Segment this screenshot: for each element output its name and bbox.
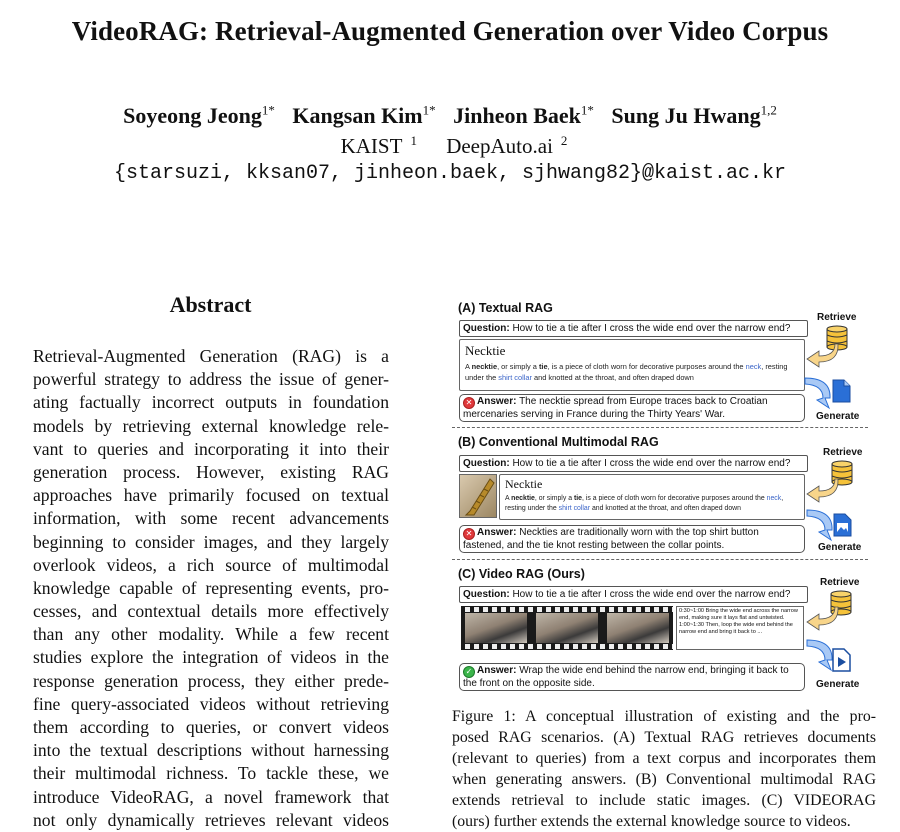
wrong-answer-icon: ✕ [463, 397, 475, 409]
section-divider [452, 427, 868, 428]
caption-line: (relevant to queries) from a text corpus and incorporates them [452, 750, 876, 767]
abstract-line: Retrieval-Augmented Generation (RAG) is a [33, 346, 389, 366]
author: Kangsan Kim$^{1*}$ [292, 102, 436, 128]
author: Jinheon Baek$^{1*}$ [453, 102, 594, 128]
author-list [0, 103, 900, 129]
section-divider [452, 559, 868, 560]
abstract-line: studies explore the integration of videos in the [33, 647, 389, 668]
correct-answer-icon: ✓ [463, 666, 475, 678]
retrieve-arrow-icon [805, 605, 839, 633]
retrieved-document [459, 339, 805, 391]
abstract-line: introduce VideoRAG, a novel framework that [33, 786, 389, 807]
figure-caption [452, 706, 876, 832]
abstract-line: ating factually incorrect outputs in foundation [33, 392, 389, 413]
caption-line: Figure 1: A conceptual illustration of existing and the pro- [452, 708, 876, 725]
video-filmstrip [461, 606, 673, 650]
section-a-title: (A) Textual RAG [458, 301, 553, 315]
video-frame [607, 613, 669, 643]
retrieve-arrow-icon [805, 342, 839, 370]
generate-label: Generate [816, 411, 860, 422]
retrieve-arrow-icon [805, 477, 839, 505]
caption-line: extends retrieval to include static images. (C) VIDEORAG [452, 792, 876, 809]
retrieve-label: Retrieve [817, 312, 857, 323]
video-frame [536, 613, 598, 643]
abstract-line: them according to queries, or convert videos [33, 717, 389, 737]
author: Sung Ju Hwang$^{1,2}$ [611, 102, 777, 128]
retrieve-label: Retrieve [820, 577, 860, 588]
necktie-icon [460, 475, 496, 517]
retrieve-label: Retrieve [823, 447, 863, 458]
figure-1 [450, 296, 870, 696]
generate-label: Generate [816, 679, 860, 690]
abstract-heading: Abstract [169, 292, 252, 317]
abstract-line: information, with some recent advancements [33, 508, 389, 529]
abstract-line: not only dynamically retrieves relevant videos [33, 809, 389, 830]
affiliations [0, 134, 900, 159]
video-frame [465, 613, 527, 643]
abstract-line: generation process. However, existing RAG [33, 461, 389, 482]
document-icon [831, 379, 851, 403]
abstract-line: than any other modality. While a few recent [33, 624, 389, 645]
paper-title: VideoRAG: Retrieval-Augmented Generation over Video Corpus [71, 16, 829, 46]
wrong-answer-icon: ✕ [463, 528, 475, 540]
section-c-title: (C) Video RAG (Ours) [458, 567, 585, 581]
author-emails: {starsuzi, kksan07, jinheon.baek, sjhwang82}@kaist.ac.kr [113, 162, 787, 185]
affiliation: KAIST $^1$ [340, 133, 417, 158]
document-text: A necktie, or simply a tie, is a piece of cloth worn for decorative purposes around the neck, resting under the shirt collar and knotted at the throat, and often draped down [505, 495, 784, 512]
affiliation: DeepAuto.ai $^2$ [446, 133, 568, 158]
question-box: Question: How to tie a tie after I cross the wide end over the narrow end? [459, 455, 808, 472]
answer-box: ✕ Answer: The necktie spread from Europe traces back to Croatian mercenaries serving in France during the Thirty Years' War. [459, 394, 805, 422]
video-transcript: 0:30~1:00 Bring the wide end across the narrow end, making sure it lays flat and untwisted. 1:00~1:30 Then, loop the wide end behind the narrow end and bring it back to ... [676, 606, 804, 650]
abstract-line: their multimodal richness. To tackle these, we [33, 763, 389, 784]
generate-label: Generate [818, 542, 862, 553]
answer-box: ✓ Answer: Wrap the wide end behind the narrow end, bringing it back to the front on the opposite side. [459, 663, 805, 691]
question-box: Question: How to tie a tie after I cross the wide end over the narrow end? [459, 320, 808, 337]
abstract-line: vant to queries and incorporating it into their [33, 438, 389, 459]
author: Soyeong Jeong$^{1*}$ [123, 102, 275, 128]
retrieved-document [499, 474, 805, 520]
abstract-line: cesses, and contextual details more effectively [33, 601, 389, 622]
generate-arrow-icon [803, 376, 833, 410]
document-text: A necktie, or simply a tie, is a piece of cloth worn for decorative purposes around the neck, resting under the shirt collar and knotted at the throat, and often draped down [465, 362, 788, 382]
caption-line: posed RAG scenarios. (A) Textual RAG retrieves documents [452, 729, 876, 746]
answer-box: ✕ Answer: Neckties are traditionally worn with the top shirt button fastened, and the tie knot resting between the collar points. [459, 525, 805, 553]
abstract-line: beginning to consider images, and they largely [33, 531, 389, 552]
abstract-line: fine query-associated videos without retrieving [33, 693, 389, 714]
caption-line: when generating answers. (B) Conventional multimodal RAG [452, 771, 876, 788]
abstract-line: into the textual descriptions without harnessing [33, 740, 389, 761]
abstract-line: response generation process, they either prede- [33, 670, 389, 691]
document-title: Necktie [465, 343, 506, 358]
abstract-body [33, 345, 389, 832]
abstract-line: models by retrieving external knowledge rele- [33, 415, 389, 436]
image-file-icon [832, 513, 852, 537]
question-box: Question: How to tie a tie after I cross the wide end over the narrow end? [459, 586, 808, 603]
generate-arrow-icon [805, 508, 835, 542]
abstract-line: knowledge capable of representing events, pro- [33, 577, 389, 598]
caption-line: (ours) further extends the external knowledge source to videos. [452, 813, 851, 830]
video-file-icon [831, 648, 851, 672]
necktie-image [459, 474, 497, 518]
section-b-title: (B) Conventional Multimodal RAG [458, 435, 659, 449]
abstract-line: overlook videos, a rich source of multimodal [33, 554, 389, 575]
abstract-line: powerful strategy to address the issue of gener- [33, 369, 389, 390]
abstract-line: approaches have primarily focused on textual [33, 485, 389, 506]
document-title: Necktie [505, 477, 543, 491]
